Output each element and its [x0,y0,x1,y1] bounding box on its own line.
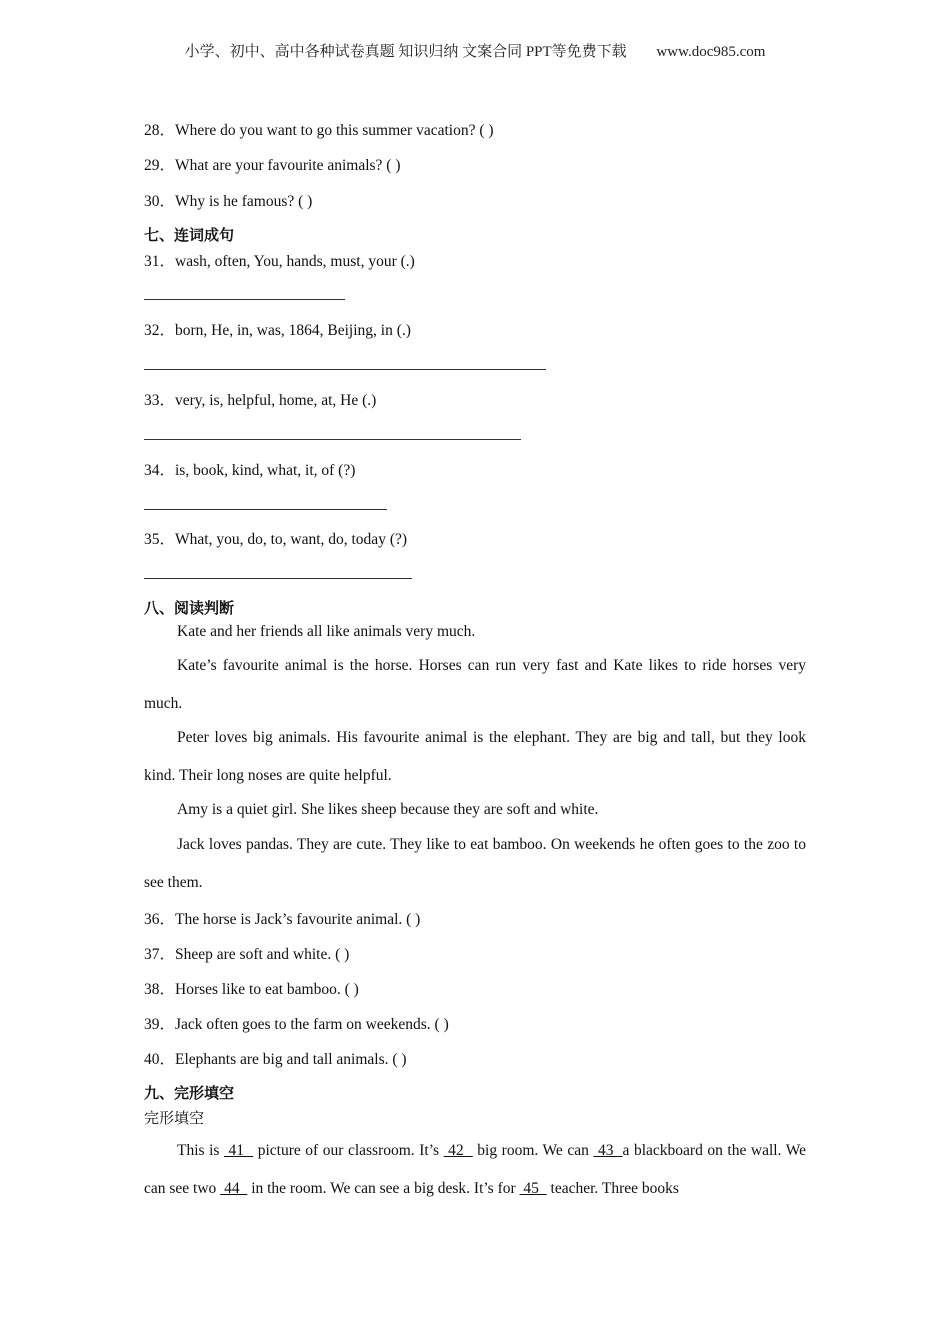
question-38: 38．Horses like to eat bamboo. ( ) [144,981,359,998]
question-29: 29．What are your favourite animals? ( ) [144,157,401,174]
question-40: 40．Elephants are big and tall animals. ( ) [144,1051,407,1068]
section-7-title: 七、连词成句 [144,226,235,244]
reading-paragraph: Jack loves pandas. They are cute. They like to eat bamboo. On weekends he often goes to the zoo to see them. [144,836,806,891]
reading-paragraph: Kate’s favourite animal is the horse. Horses can run very fast and Kate likes to ride horses very much. [144,657,806,712]
question-30: 30．Why is he famous? ( ) [144,193,313,210]
question-37: 37．Sheep are soft and white. ( ) [144,946,350,963]
reading-paragraph: Kate and her friends all like animals very much. [177,623,476,640]
section-8-title: 八、阅读判断 [144,599,235,617]
section-9-subtitle: 完形填空 [144,1109,205,1127]
question-31: 31．wash, often, You, hands, must, your (.) [144,253,415,270]
question-33: 33．very, is, helpful, home, at, He (.) [144,392,377,409]
cloze-text: picture of our classroom. It’s [253,1142,444,1159]
cloze-text: big room. We can [472,1142,594,1159]
cloze-text: teacher. Three books [546,1180,679,1197]
cloze-text: This is [177,1142,224,1159]
answer-line-35[interactable] [144,578,412,579]
cloze-blank-41[interactable]: 41 [224,1142,254,1159]
question-28: 28．Where do you want to go this summer vacation? ( ) [144,122,494,139]
question-34: 34．is, book, kind, what, it, of (?) [144,462,356,479]
answer-line-31[interactable] [144,299,345,300]
cloze-blank-43[interactable]: 43 [593,1142,623,1159]
answer-line-33[interactable] [144,439,521,440]
question-39: 39．Jack often goes to the farm on weekends. ( ) [144,1016,449,1033]
section-9-title: 九、完形填空 [144,1084,235,1102]
question-36: 36．The horse is Jack’s favourite animal. ( ) [144,911,421,928]
answer-line-32[interactable] [144,369,546,370]
reading-paragraph: Peter loves big animals. His favourite animal is the elephant. They are big and tall, but they look kind. Their long noses are quite helpful. [144,729,806,784]
answer-line-34[interactable] [144,509,387,510]
cloze-blank-44[interactable]: 44 [220,1180,248,1197]
cloze-text: in the room. We can see a big desk. It’s for [247,1180,520,1197]
question-35: 35．What, you, do, to, want, do, today (?) [144,531,408,548]
header-text: 小学、初中、高中各种试卷真题 知识归纳 文案合同 PPT等免费下载 [184,44,627,60]
reading-paragraph: Amy is a quiet girl. She likes sheep because they are soft and white. [177,801,599,818]
cloze-blank-42[interactable]: 42 [443,1142,473,1159]
page-header [0,40,950,61]
cloze-paragraph [144,1132,806,1208]
cloze-blank-45[interactable]: 45 [519,1180,547,1197]
header-site[interactable]: www.doc985.com [656,44,766,60]
question-32: 32．born, He, in, was, 1864, Beijing, in (.) [144,322,411,339]
cloze-text: a blackboard on the wall. We can see two [144,1142,807,1197]
